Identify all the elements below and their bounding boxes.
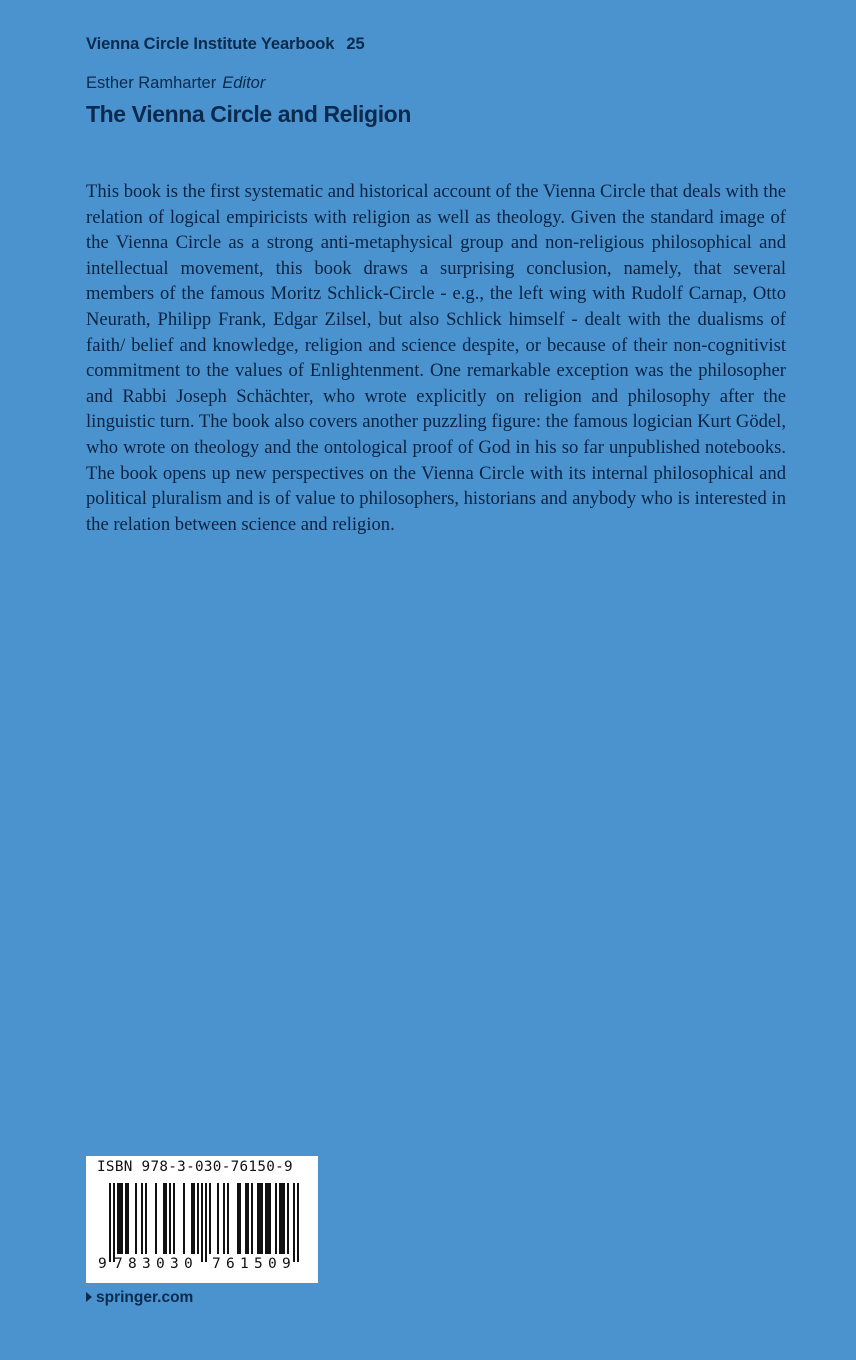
barcode-digit: 3 — [170, 1256, 179, 1272]
editor-name: Esther Ramharter — [86, 74, 217, 92]
barcode-digit: 3 — [142, 1256, 151, 1272]
barcode-digit: 1 — [240, 1256, 249, 1272]
barcode-digit: 9 — [282, 1256, 291, 1272]
barcode-bar — [297, 1183, 299, 1262]
barcode-bar — [109, 1183, 111, 1262]
barcode-first-digit: 9 — [98, 1256, 107, 1272]
arrow-right-icon — [86, 1292, 92, 1302]
barcode-bar — [155, 1183, 157, 1254]
book-description: This book is the first systematic and historical account of the Vienna Circle that deals with the relation of logical empiricists with religion as well as theology. Given the standard image of the Vienna Circle as a strong anti-metaphysical group and non-religious philosophical and intellectual movement, this book draws a surprising conclusion, namely, that several members of the famous Moritz Schlick-Circle - e.g., the left wing with Rudolf Carnap, Otto Neurath, Philipp Frank, Edgar Zilsel, but also Schlick himself - dealt with the dualisms of faith/ belief and knowledge, religion and science despite, or because of their non-cognitivist commitment to the values of Enlightenment. One remarkable exception was the philosopher and Rabbi Joseph Schächter, who wrote explicitly on religion and philosophy after the linguistic turn. The book also covers another puzzling figure: the famous logician Kurt Gödel, who wrote on theology and the ontological proof of God in his so far unpublished notebooks. The book opens up new perspectives on the Vienna Circle with its internal philosophical and political pluralism and is of value to philosophers, historians and anybody who is interested in the relation between science and religion. — [86, 181, 786, 535]
barcode-bar — [197, 1183, 199, 1254]
barcode-bar — [279, 1183, 281, 1254]
barcode-digit: 5 — [254, 1256, 263, 1272]
barcode-bar — [183, 1183, 185, 1254]
barcode-bar — [201, 1183, 203, 1262]
barcode-bar — [281, 1183, 283, 1254]
barcode-bar — [245, 1183, 247, 1254]
series-volume: 25 — [346, 35, 365, 53]
barcode-bar — [275, 1183, 277, 1254]
barcode-bar — [247, 1183, 249, 1254]
barcode-bar — [209, 1183, 211, 1254]
barcode-bar — [127, 1183, 129, 1254]
barcode-bar — [293, 1183, 295, 1262]
series-name: Vienna Circle Institute Yearbook — [86, 35, 335, 53]
barcode-digit: 6 — [226, 1256, 235, 1272]
barcode-digit: 0 — [268, 1256, 277, 1272]
publisher-website[interactable] — [86, 1289, 193, 1307]
barcode-bar — [205, 1183, 207, 1262]
barcode-digit: 0 — [156, 1256, 165, 1272]
barcode-bar — [227, 1183, 229, 1254]
barcode-bar — [173, 1183, 175, 1254]
editor-line — [86, 74, 265, 93]
barcode-bar — [261, 1183, 263, 1254]
barcode-digit: 0 — [184, 1256, 193, 1272]
barcode-bar — [239, 1183, 241, 1254]
barcode-digit: 7 — [212, 1256, 221, 1272]
barcode-bar — [217, 1183, 219, 1254]
series-title — [86, 35, 365, 54]
barcode-bar — [121, 1183, 123, 1254]
isbn-label: ISBN 978-3-030-76150-9 — [97, 1159, 293, 1175]
website-link[interactable]: springer.com — [96, 1289, 194, 1306]
barcode-bar — [169, 1183, 171, 1254]
barcode-bar — [113, 1183, 115, 1262]
barcode-bar — [251, 1183, 253, 1254]
editor-role: Editor — [222, 74, 266, 92]
barcode-bar — [191, 1183, 193, 1254]
barcode-bar — [163, 1183, 165, 1254]
barcode-digit: 8 — [128, 1256, 137, 1272]
barcode-bar — [135, 1183, 137, 1254]
barcode-bar — [283, 1183, 285, 1254]
barcode-bar — [237, 1183, 239, 1254]
barcode-bar — [269, 1183, 271, 1254]
barcode-digit: 7 — [114, 1256, 123, 1272]
barcode-bar — [119, 1183, 121, 1254]
barcode-bar — [117, 1183, 119, 1254]
barcode-bar — [165, 1183, 167, 1254]
barcode-bar — [141, 1183, 143, 1254]
barcode-bar — [125, 1183, 127, 1254]
isbn-barcode — [86, 1156, 318, 1283]
barcode-bar — [265, 1183, 267, 1254]
barcode-bar — [259, 1183, 261, 1254]
barcode-bar — [223, 1183, 225, 1254]
barcode-bar — [193, 1183, 195, 1254]
barcode-bar — [257, 1183, 259, 1254]
barcode-bar — [287, 1183, 289, 1254]
barcode-bar — [267, 1183, 269, 1254]
book-title: The Vienna Circle and Religion — [86, 101, 411, 127]
barcode-bar — [145, 1183, 147, 1254]
